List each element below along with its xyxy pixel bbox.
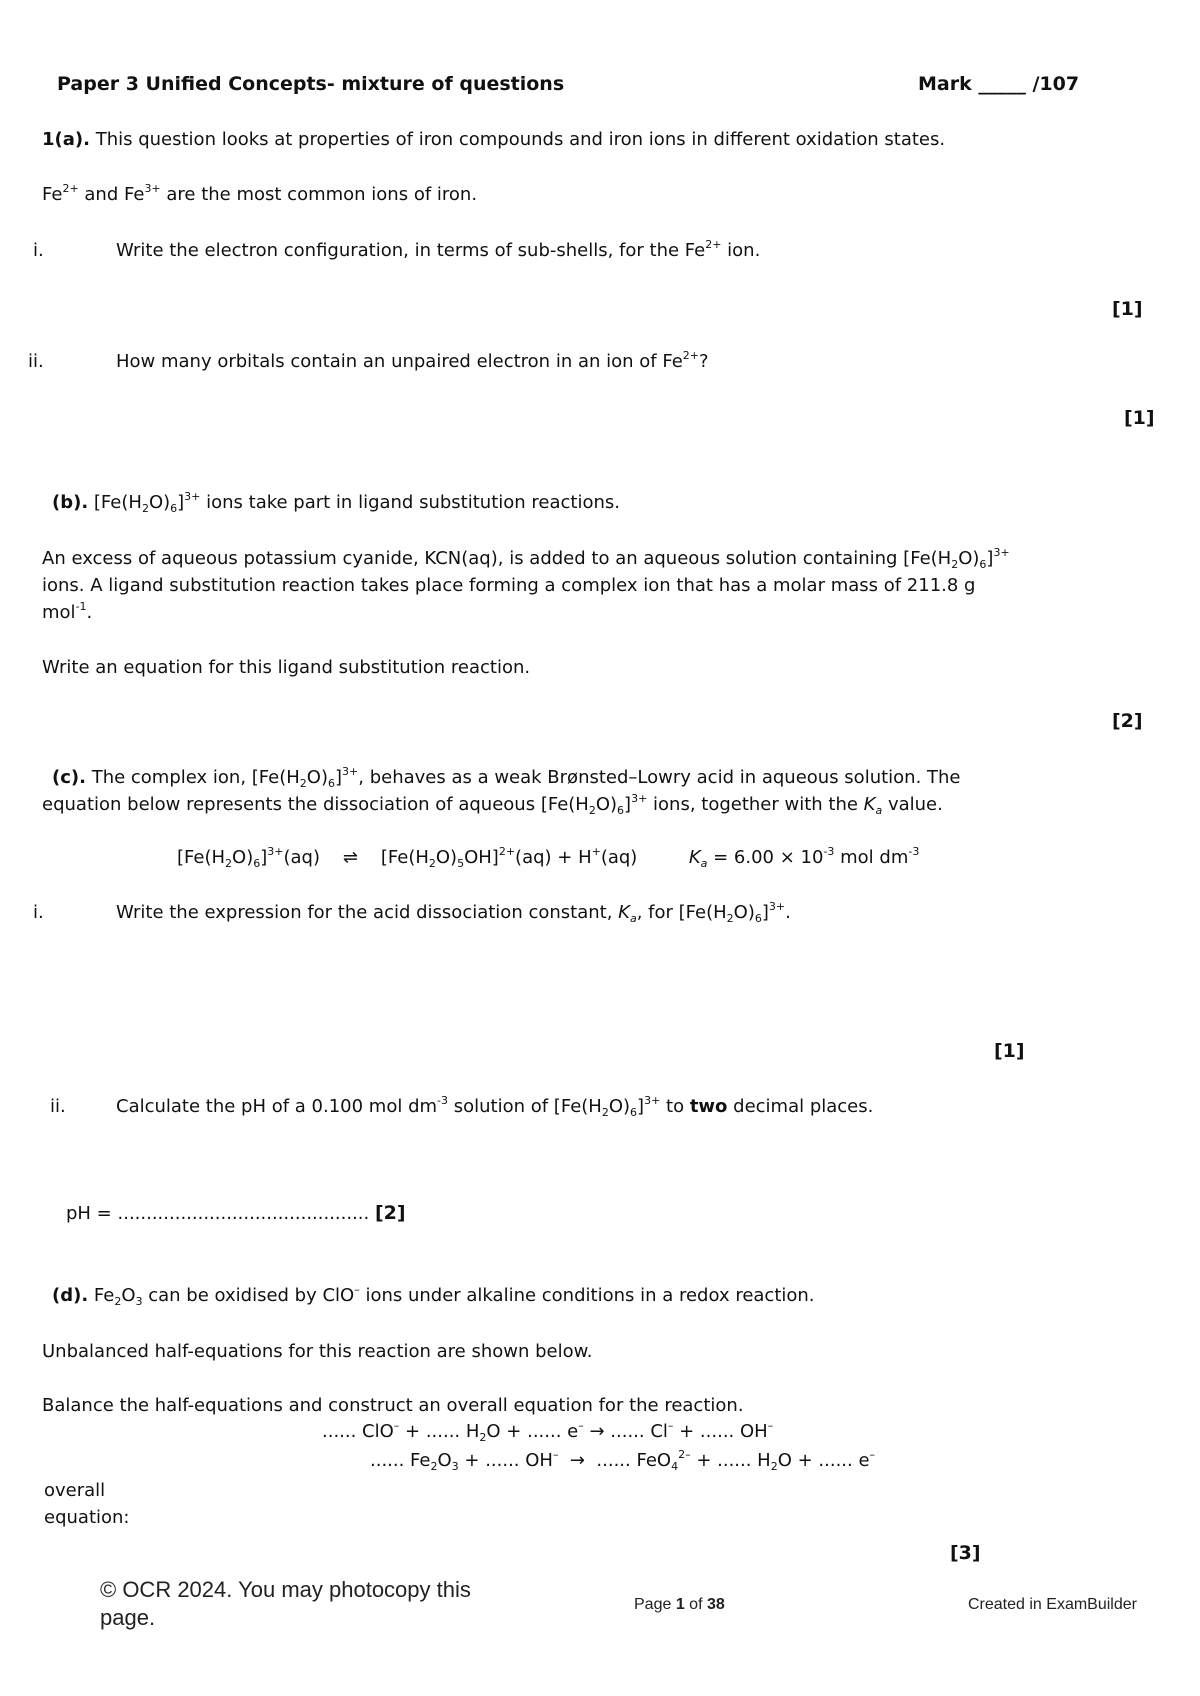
q1c-ii-pre: Calculate the pH of a 0.100 mol dm bbox=[116, 1096, 438, 1117]
q1c-line2-post: ions, together with the bbox=[647, 794, 864, 815]
ph-answer-dots[interactable]: ............................................ bbox=[117, 1203, 370, 1224]
q1a-i-stem: Write the electron configuration, in terms of sub-shells, for the Fe bbox=[116, 240, 706, 261]
q1a-ions-line bbox=[42, 181, 477, 208]
q1c-line1-post: , behaves as a weak Brønsted–Lowry acid in aqueous solution. The bbox=[358, 767, 961, 788]
q1b-unit-end: . bbox=[86, 602, 93, 623]
q1c-line2: equation below represents the dissociation of aqueous $[Fe(H_2O)_6]^{3+}$ ions, together with the $K_a$ value. bbox=[42, 792, 943, 817]
equilibrium-arrow: ⇌ bbox=[342, 847, 358, 868]
fe3-charge: 3+ bbox=[144, 182, 161, 195]
q1a-i-number: i. bbox=[33, 240, 44, 261]
q1a-text: This question looks at properties of iron compounds and iron ions in different oxidation states. bbox=[95, 129, 946, 150]
footer-page-number bbox=[634, 1594, 725, 1616]
page-total: 38 bbox=[706, 1596, 725, 1613]
q1c-line1-pre: The complex ion, [Fe(H bbox=[91, 767, 300, 788]
q1d-line2: Unbalanced half-equations for this reaction are shown below. bbox=[42, 1341, 593, 1362]
ph-answer-line bbox=[66, 1200, 406, 1227]
page-prefix: Page bbox=[634, 1596, 676, 1613]
q1a-i-charge: 2+ bbox=[705, 238, 722, 251]
ka-exponent: -3 bbox=[823, 845, 835, 858]
q1c-i-number: i. bbox=[33, 902, 44, 923]
q1b-intro-text: ions take part in ligand substitution reactions. bbox=[200, 492, 620, 513]
q1d-mark: [3] bbox=[950, 1542, 981, 1564]
half-equation-1: ...... ClO– + ...... $H_2O$ + ...... e– → ...... Cl– + ...... OH– bbox=[322, 1419, 774, 1444]
q1c-i-stem: Write the expression for the acid dissociation constant, bbox=[116, 902, 619, 923]
q1a-ii-charge: 2+ bbox=[682, 349, 699, 362]
page-of: of bbox=[684, 1596, 707, 1613]
q1c-line1: (c). The complex ion, $[Fe(H_2O)_6]^{3+}$, behaves as a weak Brønsted–Lowry acid in aqueous solution. The bbox=[52, 765, 961, 790]
q1a-ions-pre: Fe bbox=[42, 184, 63, 205]
q1b-para-line3 bbox=[42, 599, 92, 626]
ph-label: pH = bbox=[66, 1203, 118, 1224]
mark-total: Mark _____ /107 bbox=[918, 73, 1080, 95]
fe2-charge: 2+ bbox=[62, 182, 79, 195]
paper-title: Paper 3 Unified Concepts- mixture of questions bbox=[57, 73, 565, 95]
q1a-ii-number: ii. bbox=[28, 351, 44, 372]
q1a-ions-mid: and Fe bbox=[78, 184, 145, 205]
q1a-label: 1(a). bbox=[42, 129, 90, 150]
ka-unit-exponent: -3 bbox=[908, 845, 920, 858]
q1d-line1-post: ions under alkaline conditions in a redox reaction. bbox=[359, 1285, 815, 1306]
q1b-para-line1: An excess of aqueous potassium cyanide, KCN(aq), is added to an aqueous solution containing $[Fe(H_2O)_6]^{3+}$ bbox=[42, 546, 1010, 571]
ka-value: = 6.00 × 10 bbox=[707, 847, 824, 868]
q1b-mark: [2] bbox=[1112, 710, 1143, 732]
q1c-ii-mark: [2] bbox=[375, 1202, 406, 1224]
q1c-line2-pre: equation below represents the dissociation of aqueous [Fe(H bbox=[42, 794, 589, 815]
q1c-i-mark: [1] bbox=[994, 1040, 1025, 1062]
footer-copyright-line2: page. bbox=[100, 1605, 156, 1630]
q1a-ions-post: are the most common ions of iron. bbox=[160, 184, 478, 205]
q1a-ii-mark: [1] bbox=[1124, 407, 1155, 429]
q1d-line1-mid: can be oxidised by ClO bbox=[142, 1285, 355, 1306]
ka-unit: mol dm bbox=[834, 847, 909, 868]
q1a-i-text bbox=[116, 237, 760, 264]
q1c-i-text: Write the expression for the acid dissociation constant, $K_a$, for $[Fe(H_2O)_6]^{3+}$. bbox=[116, 900, 791, 925]
q1a-ii-stem: How many orbitals contain an unpaired electron in an ion of Fe bbox=[116, 351, 683, 372]
q1a-ii-text bbox=[116, 348, 709, 375]
q1b-label: (b). bbox=[52, 492, 89, 513]
half-equation-2: ...... $Fe_2O_3$ + ...... OH– → ...... FeO$_4^{2-}$ + ...... $H_2O$ + ...... e– bbox=[370, 1448, 876, 1473]
q1c-ii-post: decimal places. bbox=[727, 1096, 874, 1117]
q1b-intro: (b). $[Fe(H_2O)_6]^{3+}$ ions take part in ligand substitution reactions. bbox=[52, 490, 620, 515]
footer-created-in: Created in ExamBuilder bbox=[968, 1596, 1137, 1613]
q1d-line3: Balance the half-equations and construct an overall equation for the reaction. bbox=[42, 1395, 744, 1416]
q1a-i-end: ion. bbox=[721, 240, 761, 261]
q1b-unit-exp: -1 bbox=[75, 600, 87, 613]
q1d-label: (d). bbox=[52, 1285, 89, 1306]
overall-label-line1: overall bbox=[44, 1480, 106, 1501]
q1b-unit: mol bbox=[42, 602, 76, 623]
q1c-ii-mid: solution of [Fe(H bbox=[448, 1096, 602, 1117]
footer-copyright-line1: © OCR 2024. You may photocopy this bbox=[100, 1577, 471, 1602]
q1b-para-line1-text: An excess of aqueous potassium cyanide, KCN(aq), is added to an aqueous solution containing [Fe(H bbox=[42, 548, 952, 569]
q1c-ii-text: Calculate the pH of a 0.100 mol $dm^{-3}$ solution of $[Fe(H_2O)_6]^{3+}$ to two decimal places. bbox=[116, 1094, 874, 1119]
q1c-label: (c). bbox=[52, 767, 86, 788]
q1a-intro bbox=[42, 126, 945, 153]
overall-label-line2: equation: bbox=[44, 1507, 130, 1528]
q1b-instruction: Write an equation for this ligand substitution reaction. bbox=[42, 657, 531, 678]
page-current: 1 bbox=[675, 1596, 685, 1613]
q1a-ii-end: ? bbox=[698, 351, 709, 372]
q1c-line2-end: value. bbox=[882, 794, 943, 815]
q1a-i-mark: [1] bbox=[1112, 298, 1143, 320]
q1c-ii-number: ii. bbox=[50, 1096, 66, 1117]
dissociation-equation: $[Fe(H_2O)_6]^{3+}(aq)$ ⇌ $[Fe(H_2O)_5OH]^{2+}(aq) + H^+(aq)$ $K_a = 6.00 \times 10^{-3}$ mol $dm^{-3}$ bbox=[177, 845, 920, 870]
q1d-line1: (d). $Fe_2O_3$ can be oxidised by ClO– ions under alkaline conditions in a redox reaction. bbox=[52, 1283, 815, 1308]
q1b-para-line2: ions. A ligand substitution reaction takes place forming a complex ion that has a molar mass of 211.8 g bbox=[42, 575, 976, 596]
q1c-ii-bold: two bbox=[689, 1096, 728, 1117]
